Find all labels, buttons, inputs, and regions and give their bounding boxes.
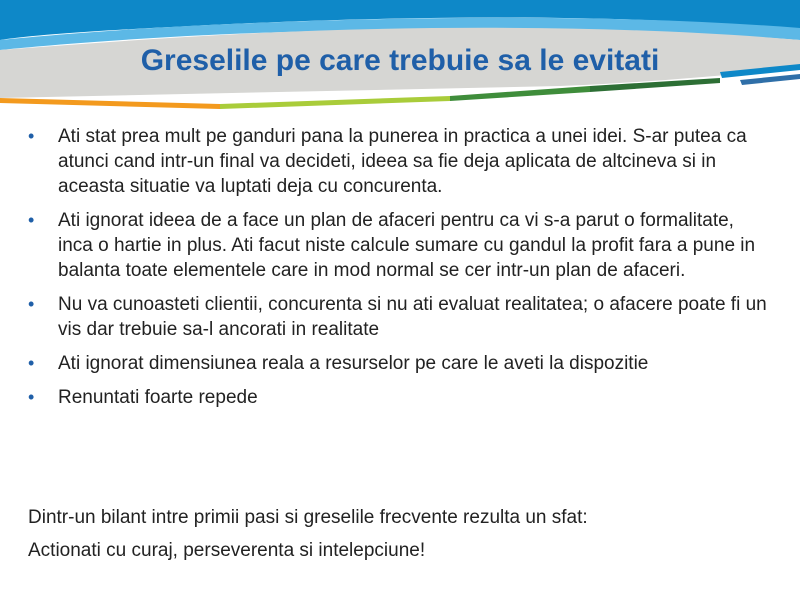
closing-line-advice: Actionati cu curaj, perseverenta si intelepciune! — [28, 540, 426, 561]
bullet-dot-icon: • — [28, 210, 35, 230]
bullet-list — [24, 124, 774, 419]
banner-stripe-lime — [220, 96, 450, 109]
bullet-dot-icon: • — [28, 294, 35, 314]
list-item-text: Renuntati foarte repede — [58, 387, 258, 408]
list-item-text: Ati stat prea mult pe ganduri pana la punerea in practica a unei idei. S-ar putea ca atunci cand intr-un final va decideti, ideea sa fie deja aplicata de altcineva si in aceasta situatie va luptati deja cu concurenta. — [58, 126, 747, 197]
bullet-dot-icon: • — [28, 126, 35, 146]
closing-line-summary: Dintr-un bilant intre primii pasi si greselile frecvente rezulta un sfat: — [28, 507, 588, 528]
page-title: Greselile pe care trebuie sa le evitati — [140, 44, 660, 77]
banner-stripe-green — [450, 86, 590, 101]
list-item — [24, 292, 774, 342]
list-item-text: Ati ignorat ideea de a face un plan de afaceri pentru ca vi s-a parut o formalitate, inca o hartie in plus. Ati facut niste calcule sumare cu gandul la profit fara a pune in balanta toate elementele care in mod normal se cer intr-un plan de afaceri. — [58, 210, 756, 281]
closing-text — [28, 505, 778, 571]
list-item — [24, 385, 774, 410]
list-item-text: Ati ignorat dimensiunea reala a resurselor pe care le aveti la dispozitie — [58, 353, 649, 374]
bullet-dot-icon: • — [28, 353, 35, 373]
list-item — [24, 208, 774, 283]
list-item-text: Nu va cunoasteti clientii, concurenta si nu ati evaluat realitatea; o afacere poate fi un vis dar trebuie sa-l ancorati in realitate — [58, 294, 767, 340]
list-item — [24, 351, 774, 376]
banner-stripe-orange — [0, 98, 220, 109]
bullet-dot-icon: • — [28, 387, 35, 407]
list-item — [24, 124, 774, 199]
